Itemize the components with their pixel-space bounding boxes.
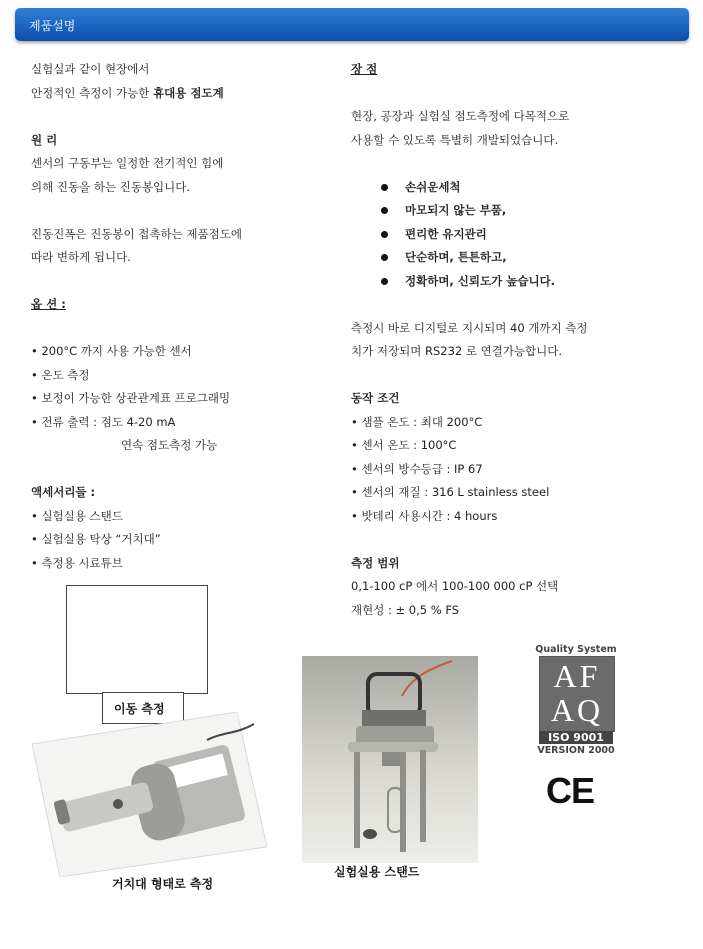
feature-item: 단순하며, 튼튼하고,: [351, 246, 681, 270]
range-line-1: 0,1-100 cP 에서 100-100 000 cP 선택: [351, 579, 559, 593]
intro-line-2-text: 안정적인 측정이 가능한: [31, 85, 154, 100]
range-heading: 측정 범위: [351, 555, 400, 570]
version-label: VERSION 2000: [537, 745, 615, 756]
lab-stand-photo: [302, 656, 478, 863]
operating-item: • 밧테리 사용시간 : 4 hours: [351, 508, 498, 523]
digital-line-1: 측정시 바로 디지털로 지시되며 40 개까지 측정: [351, 320, 588, 335]
principle-line-2: 의해 진동을 하는 진동봉입니다.: [31, 179, 191, 194]
feature-item: 정확하며, 신뢰도가 높습니다.: [351, 270, 681, 294]
option-item: • 보정이 가능한 상관관계표 프로그래밍: [31, 391, 231, 405]
option-item: • 온도 측정: [31, 367, 90, 382]
empty-image-frame: [66, 585, 208, 694]
advantage-line-1: 현장, 공장과 실험실 점도측정에 다목적으로: [351, 109, 570, 123]
accessory-item: • 실험실용 탁상 “거치대”: [31, 532, 161, 546]
operating-item: • 샘플 온도 : 최대 200°C: [351, 414, 483, 429]
digital-line-2: 치가 저장되며 RS232 로 연결가능합니다.: [351, 344, 563, 358]
iso-label: ISO 9001: [539, 731, 613, 744]
ce-mark: CE: [546, 770, 595, 811]
options-heading: 옵 션 :: [31, 297, 66, 311]
feature-item: 손쉬운세척: [351, 176, 681, 200]
principle-heading: 원 리: [31, 132, 58, 147]
option-item: • 200°C 까지 사용 가능한 센서: [31, 344, 192, 358]
operating-heading: 동작 조건: [351, 391, 400, 405]
intro-line-2: [31, 82, 331, 106]
caption-holder: 거치대 형태로 측정: [112, 877, 214, 891]
operating-item: • 센서 온도 : 100°C: [351, 438, 457, 452]
advantages-heading: 장 점: [351, 62, 378, 76]
quality-system-label: Quality System: [535, 644, 617, 655]
accessory-item: • 측정용 시료튜브: [31, 555, 123, 570]
handheld-viscometer-photo: [32, 712, 267, 877]
intro-line-1: 실험실과 같이 현장에서: [31, 62, 150, 76]
header-bar: [15, 8, 689, 41]
product-name: 휴대용 점도계: [153, 85, 224, 100]
accessory-item: • 실험실용 스탠드: [31, 508, 123, 523]
left-column: [31, 58, 331, 575]
range-line-2: 재현성 : ± 0,5 % FS: [351, 602, 460, 617]
option-item-continued: 연속 점도측정 가능: [121, 438, 218, 452]
operating-item: • 센서의 방수등급 : IP 67: [351, 461, 483, 476]
accessories-heading: 액세서리들 :: [31, 485, 96, 499]
principle-line-1: 센서의 구동부는 일정한 전기적인 힘에: [31, 156, 224, 170]
option-item: • 전류 출력 : 점도 4-20 mA: [31, 414, 176, 429]
caption-stand: 실험실용 스탠드: [334, 865, 420, 879]
advantage-line-2: 사용할 수 있도록 특별히 개발되었습니다.: [351, 132, 559, 147]
afaq-logo-bottom: AQ: [550, 692, 604, 728]
feature-item: 마모되지 않는 부품,: [351, 199, 681, 223]
page-title: 제품설명: [29, 19, 76, 33]
afaq-logo: [539, 656, 615, 732]
feature-item: 편리한 유지관리: [351, 223, 681, 247]
iso-9001-badge: [535, 644, 617, 759]
caption-mobile: 이동 측정: [114, 702, 165, 716]
right-column: [351, 58, 681, 622]
amplitude-line-1: 진동진폭은 진동봉이 접촉하는 제품점도에: [31, 226, 242, 241]
amplitude-line-2: 따라 변하게 됩니다.: [31, 250, 131, 264]
afaq-logo-top: AF: [553, 658, 601, 694]
operating-item: • 센서의 재질 : 316 L stainless steel: [351, 485, 550, 499]
